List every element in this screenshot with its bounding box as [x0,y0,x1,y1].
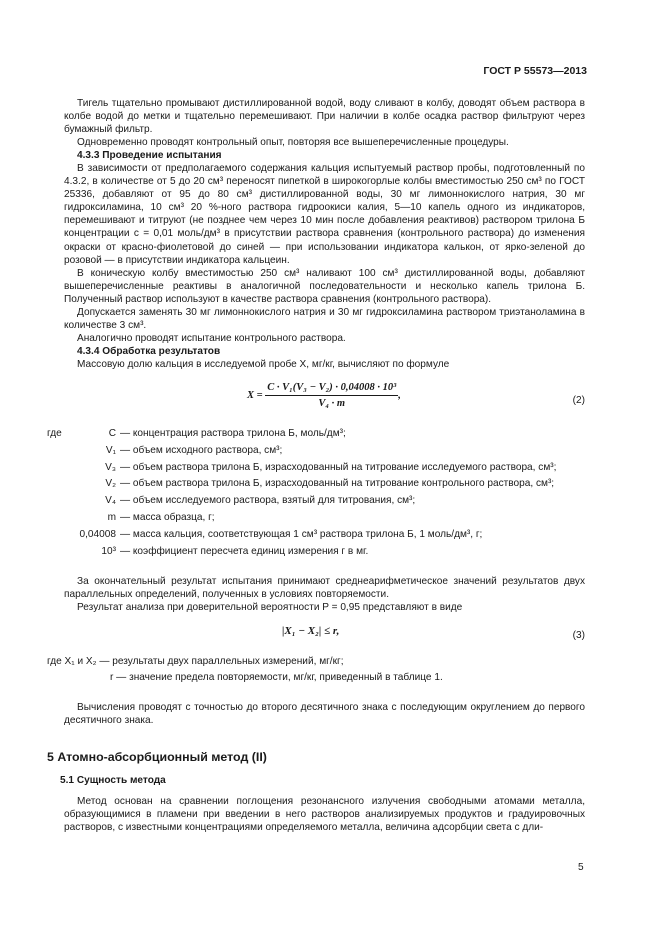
subsection-heading: 5.1 Сущность метода [60,774,166,786]
formula-fraction [265,381,398,410]
subsection-heading: 4.3.4 Обработка результатов [77,345,221,357]
definition-text: — объем исходного раствора, см³; [120,444,283,456]
definition-row [64,461,585,478]
definition-text: — масса кальция, соответствующая 1 см³ раствора трилона Б, 1 моль/дм³, г; [120,528,483,540]
definition-row [64,477,585,494]
formula-expression: |X₁ − X₂| ≤ r, [282,624,340,637]
definition-symbol: V₁ [105,444,116,456]
definition-text: — объем раствора трилона Б, израсходованный на титрование контрольного раствора, см³; [120,478,555,490]
definition-text: — масса образца, г; [120,511,215,523]
definition-row [64,545,585,562]
definition-symbol: V₃ [105,461,116,473]
where-label: где [47,427,62,439]
paragraph: Массовую долю кальция в исследуемой пробе X, мг/кг, вычисляют по формуле [77,358,450,370]
definition-text: — коэффициент пересчета единиц измерения г в мг. [120,545,369,557]
definition-row [64,494,585,511]
where-line: где X₁ и X₂ — результаты двух параллельных измерений, мг/кг; [47,655,344,667]
formula-number: (3) [572,629,585,641]
definition-row [64,444,585,461]
definition-symbol: 0,04008 [79,528,116,540]
definition-text: — концентрация раствора трилона Б, моль/дм³; [120,427,346,439]
formula-numerator: C · V₁(V₃ − V₂) · 0,04008 · 10³ [265,381,398,396]
where-line: r — значение предела повторяемости, мг/кг, приведенный в таблице 1. [110,671,443,683]
definition-row [47,427,585,444]
formula-denominator: V₄ · m [318,398,346,410]
page-body [47,97,585,834]
paragraph: Аналогично проводят испытание контрольного раствора. [77,332,346,344]
definition-symbol: V₂ [105,478,116,490]
paragraph: В коническую колбу вместимостью 250 см³ наливают 100 см³ дистиллированной воды, добавляют вышеперечисленные реактивы в аналогичной последовательности и несколько капель трилона Б. Полученный раствор используют в качестве раствора сравнения (контрольного раствора). [64,267,585,305]
formula-number: (2) [572,394,585,406]
formula-3 [64,619,585,647]
page-number: 5 [578,862,584,873]
definition-symbol: m [107,511,116,523]
subsection-heading: 4.3.3 Проведение испытания [77,150,222,162]
section-heading: 5 Атомно-абсорбционный метод (II) [47,749,267,764]
paragraph: Одновременно проводят контрольный опыт, повторяя все вышеперечисленные процедуры. [77,137,509,149]
definitions-list [47,427,585,561]
paragraph: Метод основан на сравнении поглощения резонансного излучения свободными атомами металла, образующимися в пламени при введении в него растворов анализируемых продуктов и градуировочных растворов, с известными концентрациями определяемого металла, величина адсорбции света с дли- [64,795,585,833]
paragraph: Результат анализа при доверительной вероятности P = 0,95 представляют в виде [77,602,463,614]
document-header: ГОСТ Р 55573—2013 [483,65,587,77]
definition-row [64,528,585,545]
paragraph: Допускается заменять 30 мг лимоннокислого натрия и 30 мг гидроксиламина раствором триэтаноламина в количестве 3 см³. [64,306,585,331]
formula-2 [64,377,585,421]
definition-text: — объем раствора трилона Б, израсходованный на титрование исследуемого раствора, см³; [120,461,557,473]
paragraph: Тигель тщательно промывают дистиллированной водой, воду сливают в колбу, доводят объем раствора в колбе водой до метки и тщательно перемешивают. При наличии в колбе осадка раствор фильтруют через бумажный фильтр. [64,98,585,136]
formula-expression: X = $\frac{\text{C · V₁(V₃ − V₂) · 0,04008 · 10³}}{\text{V₄ · m}}$ , [247,381,401,410]
paragraph: В зависимости от предполагаемого содержания кальция испытуемый раствор пробы, подготовленный по 4.3.2, в количестве от 5 до 20 см³ переносят пипеткой в широкогорлые колбы вместимостью 250 см³ по ГОСТ 25336, добавляют от 95 до 80 см³ дистиллированной воды, 30 мг лимоннокислого натрия, 30 мг гидроксиламина, 10 см³ 20 %-ного раствора гидроокиси калия, 5—10 капель одного из индикаторов, перемешивают и титруют (не позднее чем через 10 мин после добавления реактивов) раствором трилона Б концентрации с = 0,01 моль/дм³ в присутствии раствора сравнения (контрольного раствора) до изменения окраски от красно-фиолетовой до синей — при использовании индикатора калькон, от ярко-зеленой до розовой — в присутствии индикатора кальцеин. [64,163,585,266]
definition-text: — объем исследуемого раствора, взятый для титрования, см³; [120,495,416,507]
definition-symbol: 10³ [101,545,116,557]
paragraph: За окончательный результат испытания принимают среднеарифметическое значений результатов двух параллельных определений, полученных в условиях повторяемости. [64,576,585,601]
definition-symbol: C [108,427,116,439]
paragraph: Вычисления проводят с точностью до второго десятичного знака с последующим округлением до первого десятичного знака. [64,701,585,726]
definition-symbol: V₄ [105,495,116,507]
definition-row [64,511,585,528]
